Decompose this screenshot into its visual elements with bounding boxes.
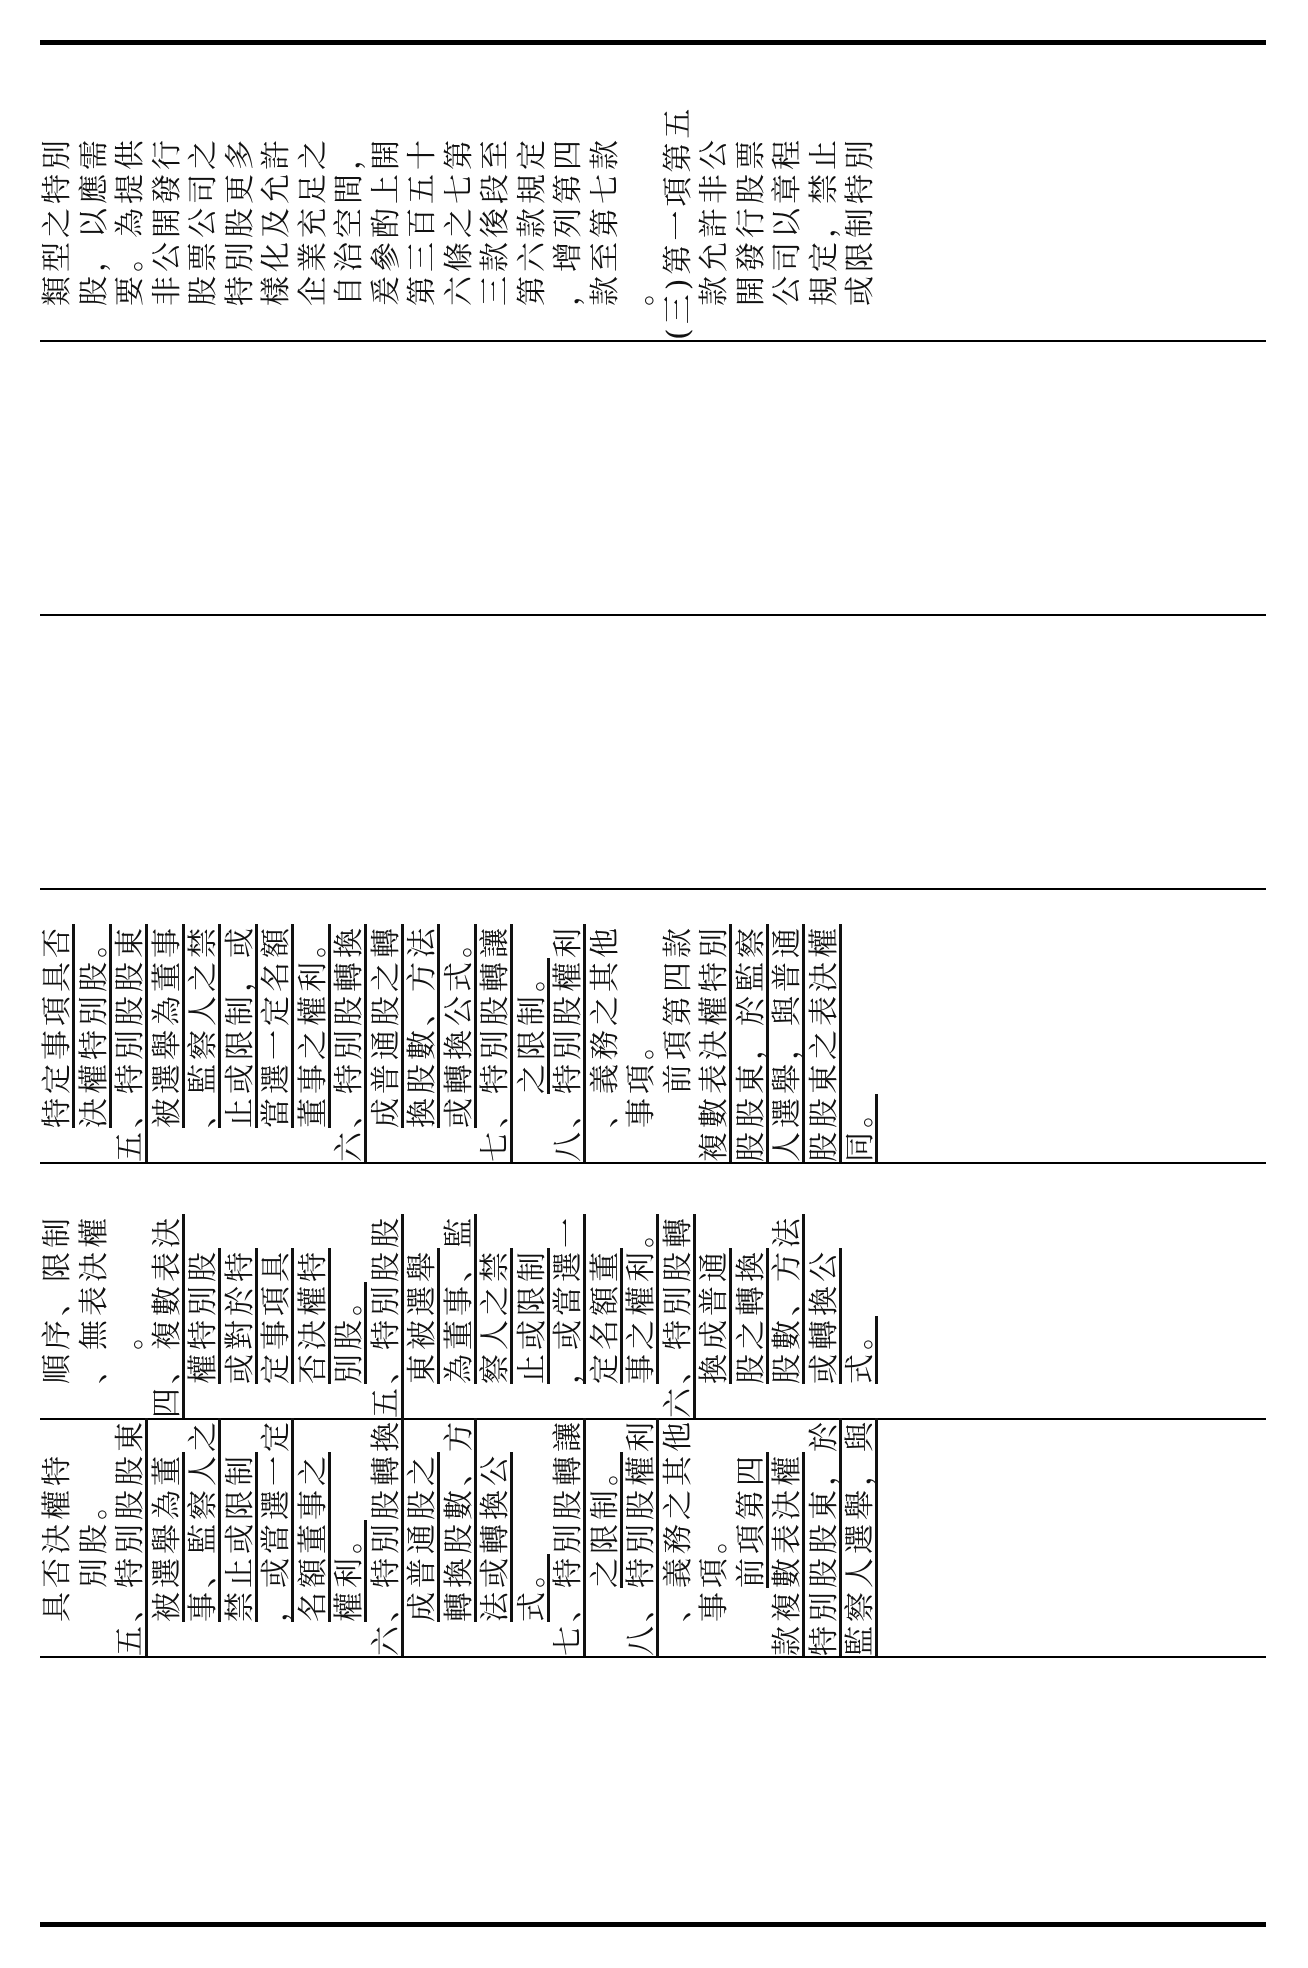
text-line: 順序、限制 [40, 1214, 75, 1384]
text-line: 人選舉，與普通 [770, 924, 805, 1162]
text-line: 。 [624, 272, 659, 306]
text-line: 股數、方法 [770, 1214, 805, 1384]
text-line: 非公開發行 [149, 136, 185, 306]
text-line: 自治空間， [332, 136, 367, 306]
text-line: 款至第七款 [587, 136, 623, 306]
text-line: 前項第四 [733, 1452, 769, 1588]
text-line: 或轉換公 [806, 1248, 842, 1384]
text-line: 權利。 [332, 1520, 367, 1622]
text-line: 爰參酌上開 [368, 136, 404, 306]
text-line: 要。為提供 [113, 136, 148, 306]
text-line: 止或限制，或 [222, 924, 258, 1128]
text-line: 別股。 [332, 1282, 367, 1384]
text-line: 五、特別股股東 [113, 924, 148, 1162]
text-line: 或轉換公式。 [441, 924, 477, 1128]
text-line: 或限制特別 [843, 136, 878, 306]
text-line: 監察人選舉，與 [843, 1418, 878, 1656]
text-line: 或對於特 [222, 1248, 258, 1384]
text-line: 禁止或限制 [222, 1452, 258, 1622]
text-line: 否決權特 [295, 1248, 331, 1384]
text-line: 、義務之其他 [660, 1418, 696, 1622]
text-line: 決權特別股。 [76, 924, 112, 1128]
text-line: 被選舉為董事 [149, 924, 185, 1128]
text-line: 轉換股數、方 [441, 1418, 477, 1622]
text-line: 規定，禁止 [806, 136, 842, 306]
text-line: 事項。 [697, 1520, 732, 1622]
text-line: 法或轉換公 [478, 1452, 513, 1622]
text-line: ，或當選一 [551, 1214, 586, 1384]
text-line: 定事項具 [259, 1248, 294, 1384]
text-line: 換成普通 [697, 1248, 732, 1384]
text-line: 具否決權特 [40, 1452, 75, 1622]
text-line: 東被選舉 [405, 1248, 440, 1384]
text-line: 定名額董 [587, 1248, 623, 1384]
text-line: 察人之禁 [478, 1248, 513, 1384]
text-line: 股股東，於監察 [733, 924, 769, 1162]
text-line: 換股數、方法 [405, 924, 440, 1128]
text-line: 股票公司之 [186, 136, 221, 306]
text-line: 開發行股票 [733, 136, 769, 306]
text-line: 被選舉為董 [149, 1452, 185, 1622]
text-line: 公司以章程 [770, 136, 805, 306]
cell-blank-upper [40, 342, 1266, 614]
text-line: 八、特別股權利 [551, 924, 586, 1162]
text-line: 別股。 [76, 1486, 112, 1588]
cell-current-text [40, 1164, 1266, 1418]
text-line: 第六款規定 [514, 136, 550, 306]
text-line: ，增列第四 [551, 136, 586, 306]
text-line: 七、特別股轉讓 [551, 1418, 586, 1656]
table-bottom-border [40, 1922, 1266, 1927]
text-line: 特別股更多 [222, 136, 258, 306]
text-line: 四、複數表決 [149, 1214, 185, 1418]
text-line: 之限制。 [514, 958, 550, 1094]
text-line: 股股東之表決權 [806, 924, 842, 1162]
text-line: 樣化及允許 [259, 136, 294, 306]
text-line: 特別股股東，於 [806, 1418, 842, 1656]
cell-amended-text [40, 890, 1266, 1162]
text-line: 事、監察人之 [186, 1418, 221, 1622]
text-line: 款複數表決權 [770, 1452, 805, 1656]
text-line: 成普通股之 [405, 1452, 440, 1622]
text-line: 事項。 [624, 1026, 659, 1128]
text-line: 六、特別股轉換 [332, 924, 367, 1162]
text-line: 名額董事之 [295, 1452, 331, 1622]
text-line: 、監察人之禁 [186, 924, 221, 1128]
text-line: 董事之權利。 [295, 924, 331, 1128]
cell-blank-middle [40, 616, 1266, 888]
text-line: 、義務之其他 [587, 924, 623, 1128]
cell-reference-text [40, 1420, 1266, 1656]
text-line: 之限制。 [587, 1452, 623, 1588]
text-line: 當選一定名額 [259, 924, 294, 1128]
cell-blank-lower [40, 1658, 1266, 1922]
text-line: 前項第四款 [660, 924, 696, 1094]
text-line: 股之轉換 [733, 1248, 769, 1384]
text-line: 八、特別股權利 [624, 1418, 659, 1656]
text-line: 類型之特別 [40, 136, 75, 306]
text-line: 止或限制 [514, 1248, 550, 1384]
text-line: 同。 [843, 1094, 878, 1162]
text-line: 企業充足之 [295, 136, 331, 306]
text-line: 成普通股之轉 [368, 924, 404, 1128]
text-line: ，或當選一定 [259, 1418, 294, 1622]
cell-amendment-reason [40, 44, 1266, 340]
text-line: (三)第一項第五 [660, 104, 696, 340]
text-line: 複數表決權特別 [697, 924, 732, 1162]
text-line: 五、特別股股 [368, 1214, 404, 1418]
text-line: 事之權利。 [624, 1214, 659, 1384]
text-line: 式。 [843, 1316, 878, 1384]
text-line: 權特別股 [186, 1248, 221, 1384]
text-line: 第三百五十 [405, 136, 440, 306]
text-line: 。 [113, 1316, 148, 1350]
text-line: 股，以應需 [76, 136, 112, 306]
text-line: 六條之七第 [441, 136, 477, 306]
text-line: 六、特別股轉換 [368, 1418, 404, 1656]
text-line: 、無表決權 [76, 1214, 112, 1384]
text-line: 款允許非公 [697, 136, 732, 306]
text-line: 六、特別股轉 [660, 1214, 696, 1418]
text-line: 特定事項具否 [40, 924, 75, 1128]
text-line: 三款後段至 [478, 136, 513, 306]
text-line: 為董事、監 [441, 1214, 477, 1384]
text-line: 七、特別股轉讓 [478, 924, 513, 1162]
text-line: 五、特別股股東 [113, 1418, 148, 1656]
text-line: 式。 [514, 1554, 550, 1622]
